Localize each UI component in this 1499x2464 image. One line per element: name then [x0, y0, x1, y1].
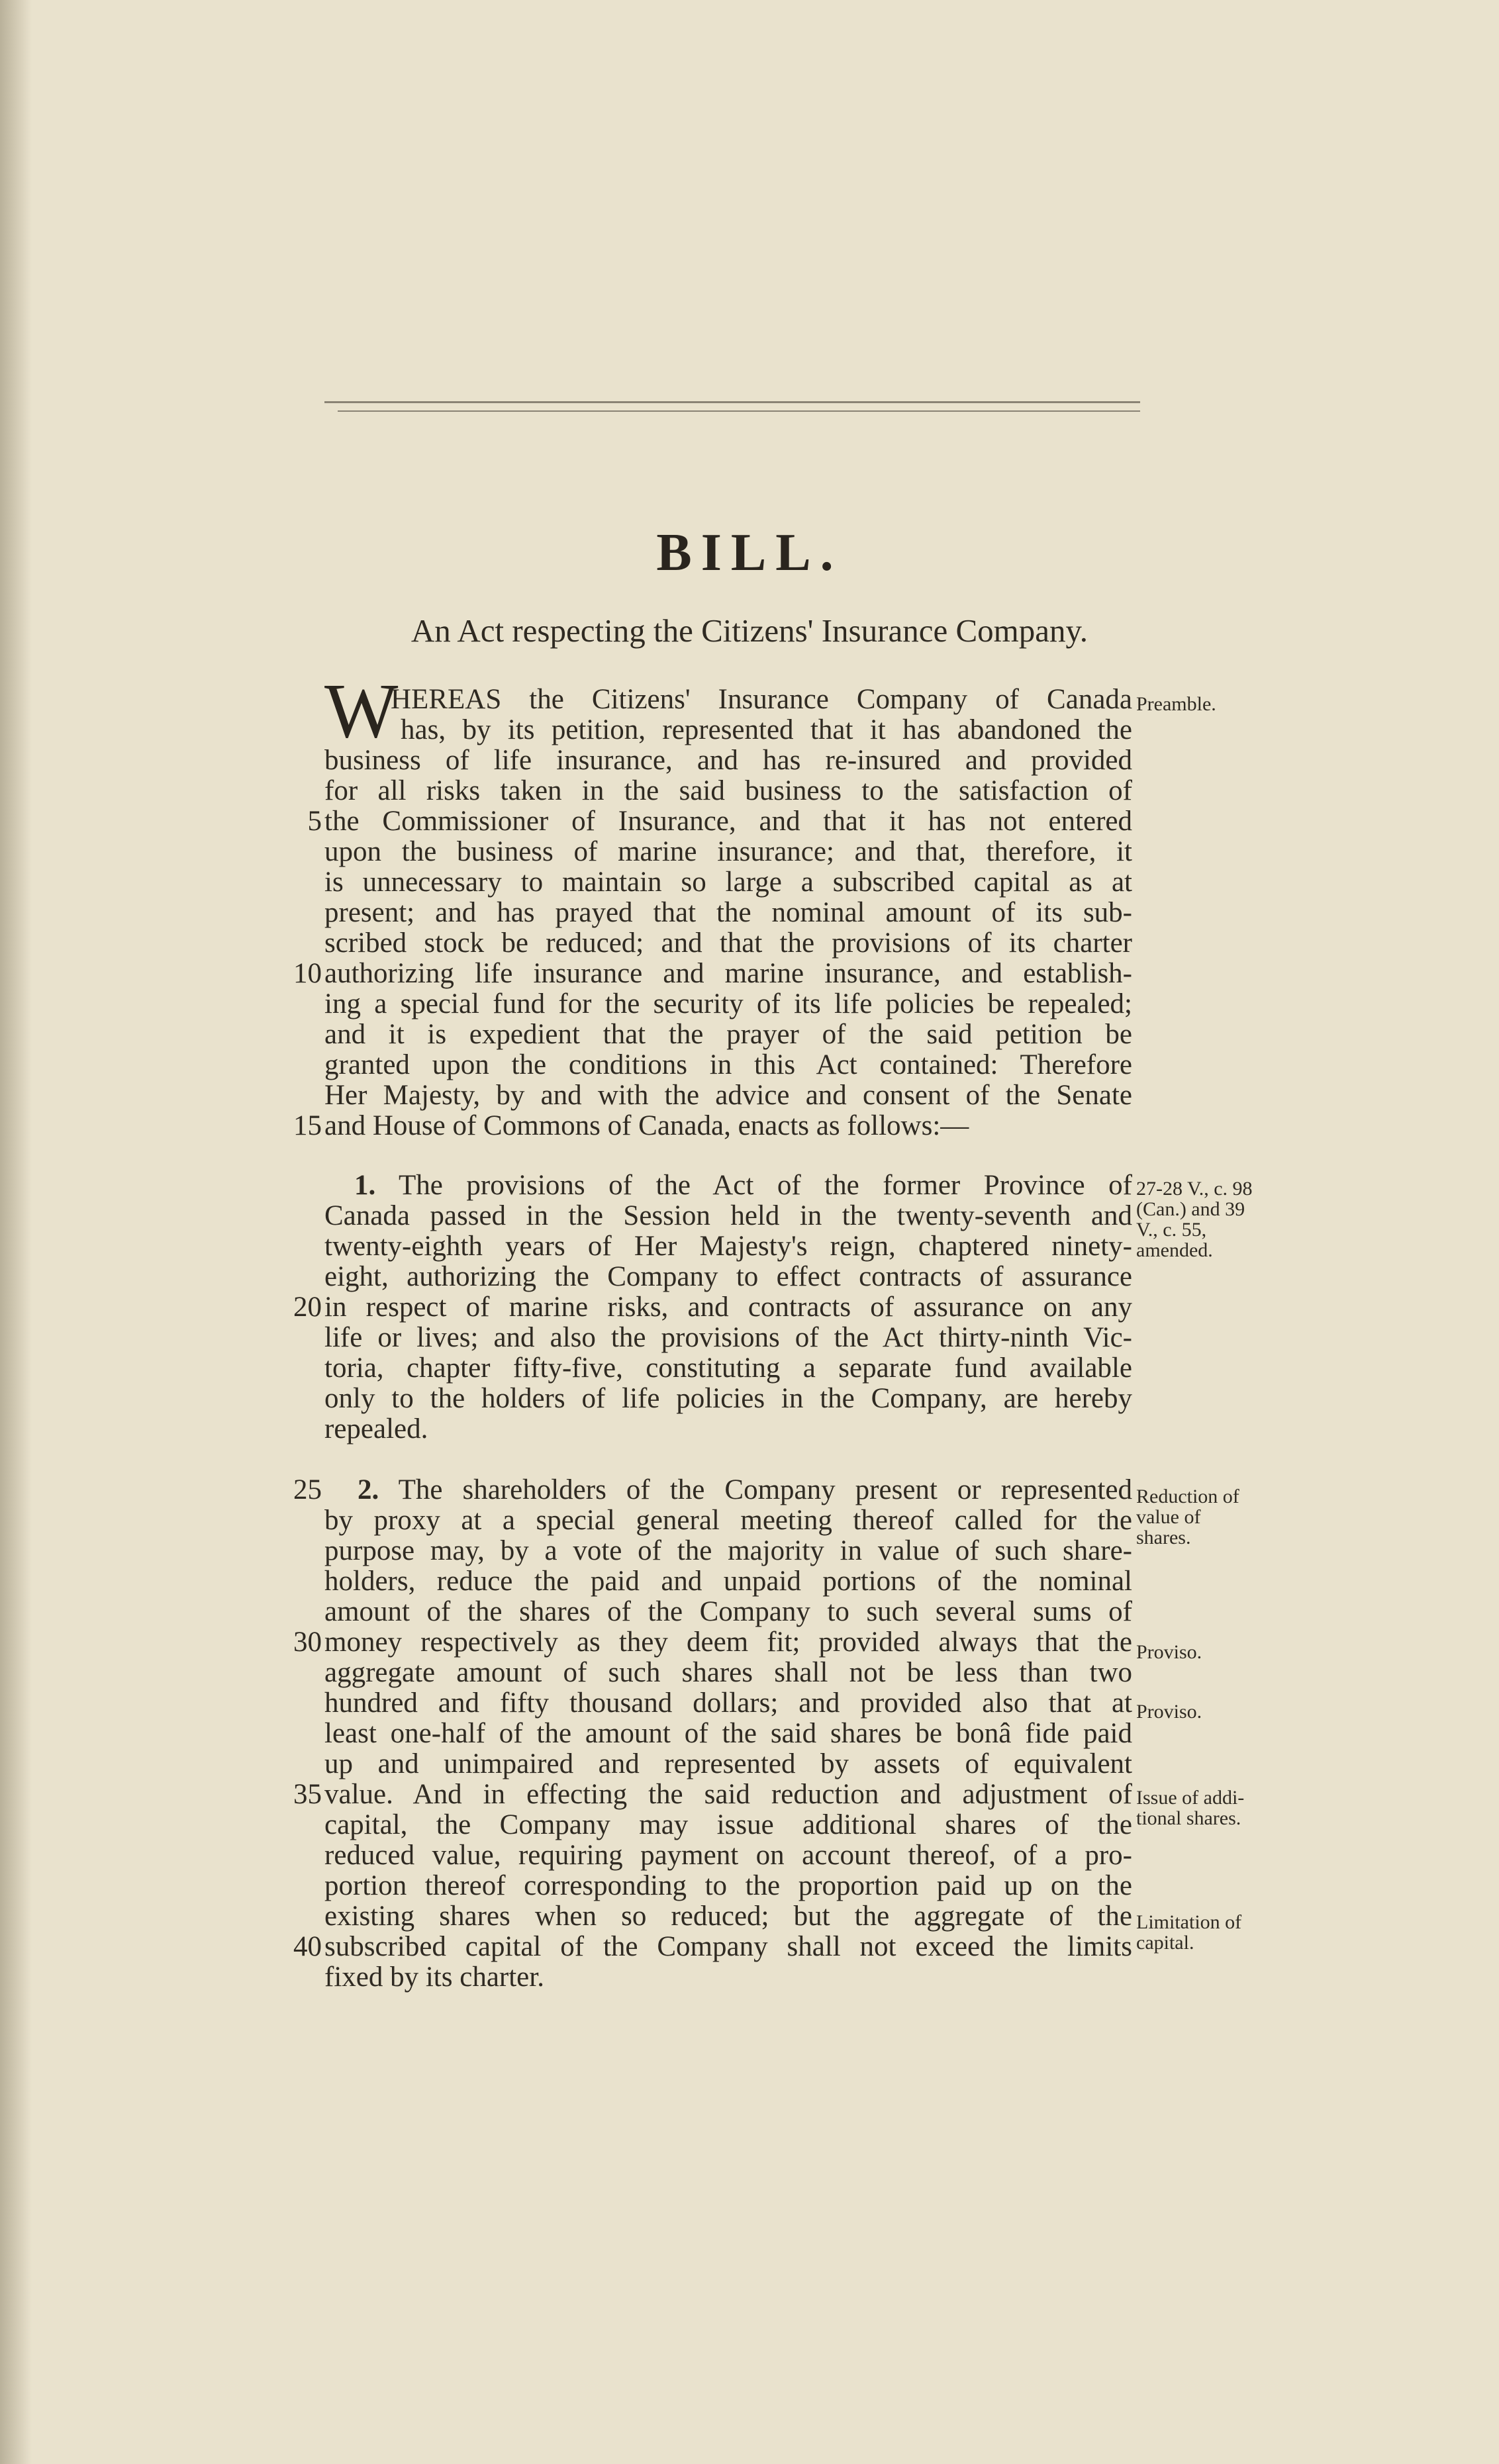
section-2-first-line — [358, 1475, 1132, 1505]
preamble-line: and House of Commons of Canada, enacts as follows:— — [324, 1110, 969, 1141]
section-2-line: existing shares when so reduced; but the aggregate of the — [324, 1901, 1132, 1932]
margin-note-reduction-line: value of — [1136, 1506, 1201, 1528]
line-number: 40 — [293, 1931, 322, 1962]
section-2-line: money respectively as they deem fit; provided always that the — [324, 1627, 1132, 1658]
margin-note-amended-line: amended. — [1136, 1239, 1213, 1261]
line-number: 25 — [293, 1474, 322, 1505]
double-rule-bottom — [338, 410, 1140, 412]
act-title: An Act respecting the Citizens' Insurance Company. — [411, 612, 1088, 649]
preamble-line: for all risks taken in the said business to the satisfaction of — [324, 775, 1132, 806]
section-1-line: eight, authorizing the Company to effect contracts of assurance — [324, 1261, 1132, 1292]
section-2-line: fixed by its charter. — [324, 1962, 544, 1993]
line-number: 10 — [293, 958, 322, 989]
margin-note-limitation-line: Limitation of — [1136, 1911, 1242, 1933]
double-rule-top — [324, 401, 1140, 403]
section-1-line: Canada passed in the Session held in the twenty-seventh and — [324, 1200, 1132, 1231]
section-1-line: only to the holders of life policies in the Company, are hereby — [324, 1383, 1132, 1414]
preamble-line: granted upon the conditions in this Act contained: Therefore — [324, 1049, 1132, 1080]
preamble-line: business of life insurance, and has re-insured and provided — [324, 745, 1132, 776]
section-1-text: The provisions of the Act of the former Province of — [399, 1170, 1132, 1201]
preamble-line: upon the business of marine insurance; and that, therefore, it — [324, 836, 1132, 867]
preamble-line: the Commissioner of Insurance, and that it has not entered — [324, 806, 1132, 837]
preamble-line: present; and has prayed that the nominal amount of its sub- — [324, 897, 1132, 928]
preamble-line: has, by its petition, represented that it has abandoned the — [401, 714, 1132, 745]
preamble-line: Her Majesty, by and with the advice and consent of the Senate — [324, 1080, 1132, 1111]
section-2-line: aggregate amount of such shares shall not be less than two — [324, 1657, 1132, 1688]
preamble-line: is unnecessary to maintain so large a subscribed capital as at — [324, 867, 1132, 898]
section-1-line: repealed. — [324, 1413, 428, 1445]
section-2-line: capital, the Company may issue additional shares of the — [324, 1809, 1132, 1840]
margin-note-limitation-line: capital. — [1136, 1932, 1194, 1954]
section-2-line: by proxy at a special general meeting thereof called for the — [324, 1505, 1132, 1536]
preamble-line: authorizing life insurance and marine insurance, and establish- — [324, 958, 1132, 989]
line-number: 5 — [307, 806, 322, 837]
margin-note-issue-line: tional shares. — [1136, 1807, 1241, 1829]
page-edge-shadow — [0, 0, 32, 2464]
section-2-text: The shareholders of the Company present or represented — [398, 1474, 1132, 1505]
section-1-line: twenty-eighth years of Her Majesty's reign, chaptered ninety- — [324, 1231, 1132, 1262]
margin-note-issue-line: Issue of addi- — [1136, 1787, 1245, 1809]
preamble-line: and it is expedient that the prayer of the said petition be — [324, 1019, 1132, 1050]
margin-note-reduction-line: shares. — [1136, 1527, 1191, 1548]
section-1-line: life or lives; and also the provisions of the Act thirty-ninth Vic- — [324, 1322, 1132, 1353]
margin-note-reduction-line: Reduction of — [1136, 1486, 1239, 1507]
margin-note-amended-line: V., c. 55, — [1136, 1219, 1207, 1241]
bill-heading: BILL. — [656, 524, 843, 582]
preamble-line: ing a special fund for the security of its life policies be repealed; — [324, 988, 1132, 1019]
line-number: 15 — [293, 1110, 322, 1141]
margin-note-proviso: Proviso. — [1136, 1701, 1202, 1723]
drop-cap-letter: W — [324, 667, 399, 754]
section-2-line: reduced value, requiring payment on account thereof, of a pro- — [324, 1840, 1132, 1871]
margin-note-preamble: Preamble. — [1136, 693, 1216, 715]
margin-note-amended-line: 27-28 V., c. 98 — [1136, 1178, 1253, 1200]
margin-note-amended-line: (Can.) and 39 — [1136, 1198, 1245, 1220]
section-2-line: subscribed capital of the Company shall not exceed the limits — [324, 1931, 1132, 1962]
line-number: 20 — [293, 1292, 322, 1323]
section-2-line: purpose may, by a vote of the majority in value of such share- — [324, 1535, 1132, 1566]
section-2-line: hundred and fifty thousand dollars; and provided also that at — [324, 1687, 1132, 1719]
margin-note-proviso: Proviso. — [1136, 1641, 1202, 1663]
line-number: 35 — [293, 1779, 322, 1810]
section-2-line: up and unimpaired and represented by assets of equivalent — [324, 1748, 1132, 1779]
section-2-line: holders, reduce the paid and unpaid portions of the nominal — [324, 1566, 1132, 1597]
line-number: 30 — [293, 1627, 322, 1658]
section-1-line: in respect of marine risks, and contracts of assurance on any — [324, 1292, 1132, 1323]
preamble-line: HEREAS the Citizens' Insurance Company of Canada — [391, 684, 1132, 715]
section-2-line: portion thereof corresponding to the proportion paid up on the — [324, 1870, 1132, 1901]
section-2-line: amount of the shares of the Company to such several sums of — [324, 1596, 1132, 1627]
section-1-first-line — [354, 1170, 1132, 1201]
section-2-line: least one-half of the amount of the said shares be bonâ fide paid — [324, 1718, 1132, 1749]
preamble-line: scribed stock be reduced; and that the provisions of its charter — [324, 927, 1132, 959]
section-2-number: 2. — [358, 1474, 379, 1505]
section-1-number: 1. — [354, 1170, 376, 1201]
section-1-line: toria, chapter fifty-five, constituting a separate fund available — [324, 1352, 1132, 1384]
section-2-line: value. And in effecting the said reduction and adjustment of — [324, 1779, 1132, 1810]
